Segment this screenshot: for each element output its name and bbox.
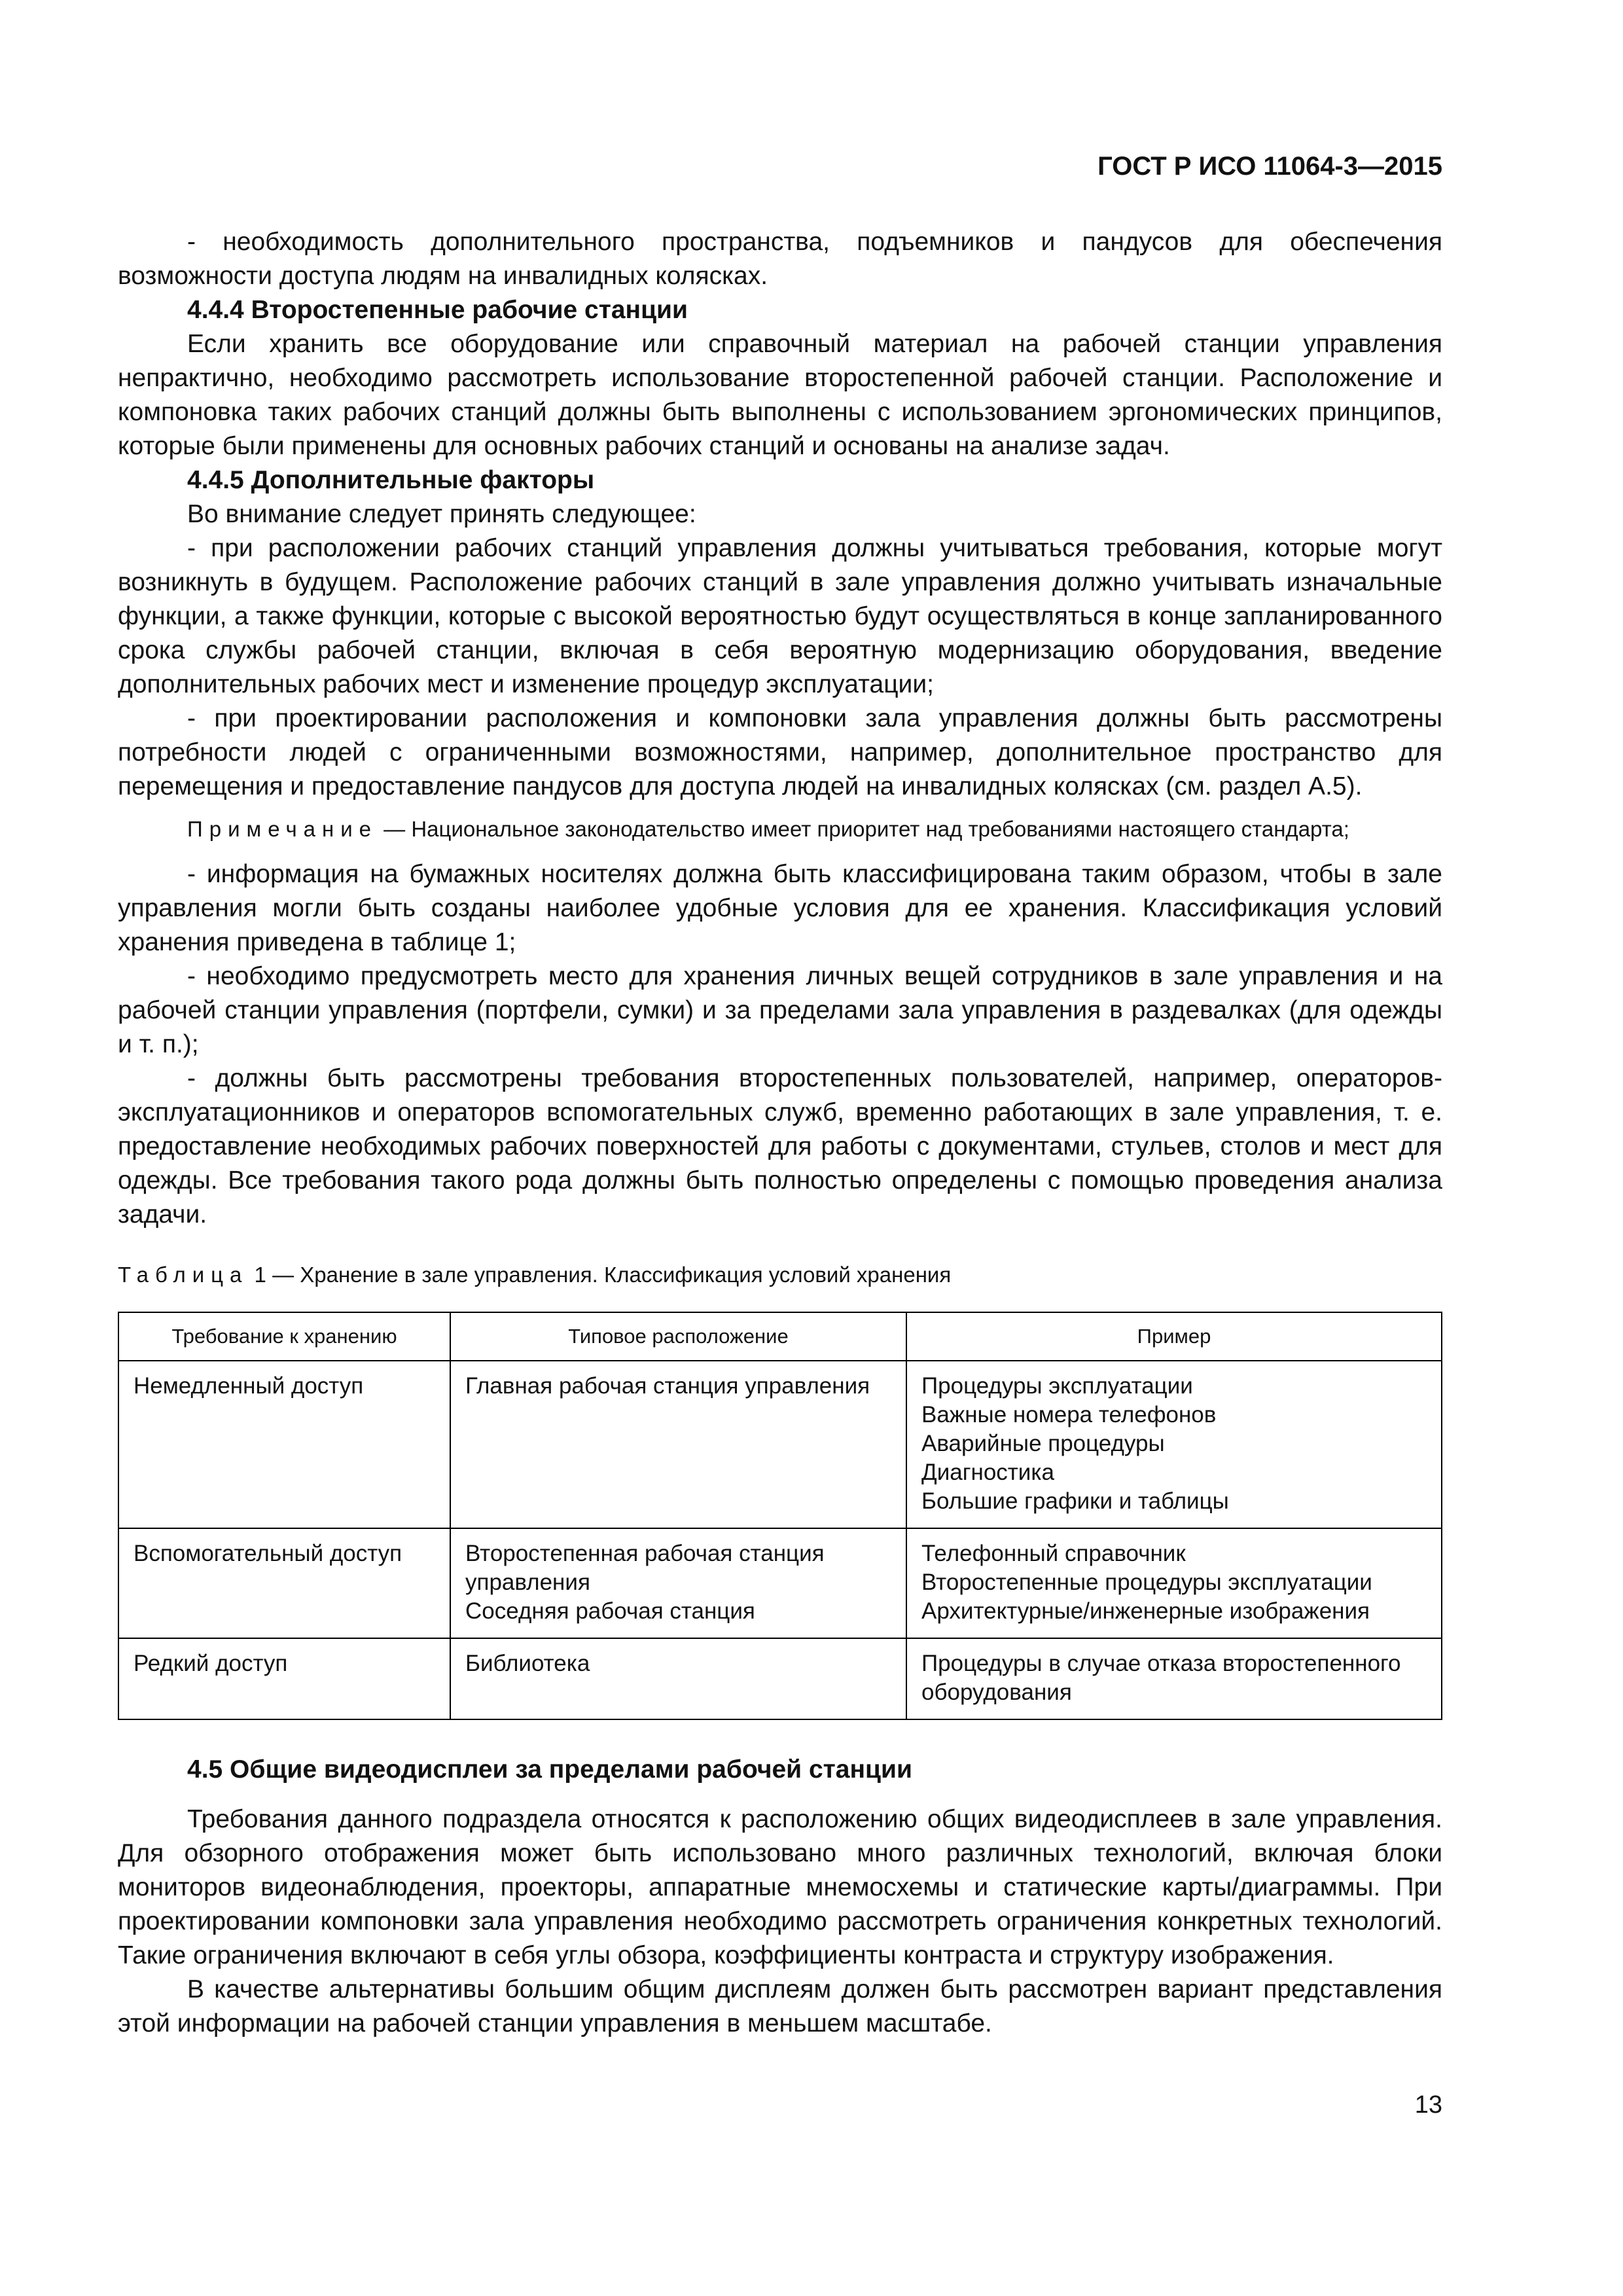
main-content <box>118 225 1442 2041</box>
cell-line: Телефонный справочник <box>921 1541 1186 1566</box>
note <box>118 814 1442 844</box>
table-cell-requirement: Немедленный доступ <box>118 1361 450 1528</box>
paragraph: - информация на бумажных носителях должна быть классифицирована таким образом, чтобы в зале управления могли быть созданы наиболее удобные условия для ее хранения. Классификация условий хранения приведена в таблице 1; <box>118 860 1442 956</box>
table-header-cell: Типовое расположение <box>450 1312 906 1361</box>
cell-line: Второстепенная рабочая станция управления <box>465 1541 825 1595</box>
table-cell-location <box>450 1638 906 1719</box>
table-header-cell: Пример <box>906 1312 1442 1361</box>
paragraph: - при расположении рабочих станций управления должны учитываться требования, которые могут возникнуть в будущем. Расположение рабочих станций в зале управления должно учитывать изначальные функции, а также функции, которые с высокой вероятностью будут осуществляться в конце запланированного срока службы рабочей станции, включая в себя вероятную модернизацию оборудования, введение дополнительных рабочих мест и изменение процедур эксплуатации; <box>118 534 1442 698</box>
section-heading-4-5: 4.5 Общие видеодисплеи за пределами рабочей станции <box>187 1755 912 1784</box>
table-cell-requirement: Редкий доступ <box>118 1638 450 1719</box>
table-cell-example <box>906 1361 1442 1528</box>
cell-line: Библиотека <box>465 1651 590 1676</box>
paragraph: - должны быть рассмотрены требования второстепенных пользователей, например, операторов-эксплуатационников и операторов вспомогательных служб, временно работающих в зале управления, т. е. предоставление необходимых рабочих поверхностей для работы с документами, стульев, столов и мест для одежды. Все требования такого рода должны быть полностью определены с помощью проведения анализа задачи. <box>118 1064 1442 1229</box>
table-caption-text: 1 — Хранение в зале управления. Классификация условий хранения <box>248 1263 952 1287</box>
cell-line: Процедуры эксплуатации <box>921 1373 1193 1399</box>
cell-line: Второстепенные процедуры эксплуатации <box>921 1570 1372 1595</box>
table-cell-example <box>906 1528 1442 1638</box>
paragraph: - необходимо предусмотреть место для хранения личных вещей сотрудников в зале управления и на рабочей станции управления (портфели, сумки) и за пределами зала управления в раздевалках (для одежды и т. п.); <box>118 962 1442 1058</box>
table-cell-requirement: Вспомогательный доступ <box>118 1528 450 1638</box>
cell-line: Соседняя рабочая станция <box>465 1598 755 1624</box>
table-header-row <box>118 1312 1442 1361</box>
table-row <box>118 1638 1442 1719</box>
paragraph: Во внимание следует принять следующее: <box>187 500 696 528</box>
note-text: — Национальное законодательство имеет приоритет над требованиями настоящего стандарта; <box>378 817 1349 841</box>
document-code-header: ГОСТ Р ИСО 11064-3—2015 <box>1097 152 1442 181</box>
cell-line: Процедуры в случае отказа второстепенного оборудования <box>921 1651 1401 1705</box>
note-label: Примечание <box>187 817 378 841</box>
table-cell-example <box>906 1638 1442 1719</box>
page-number: 13 <box>1414 2091 1442 2119</box>
cell-line: Диагностика <box>921 1460 1054 1485</box>
table-row <box>118 1528 1442 1638</box>
cell-line: Важные номера телефонов <box>921 1402 1217 1427</box>
subsection-heading-4-4-4: 4.4.4 Второстепенные рабочие станции <box>187 296 688 324</box>
table-row <box>118 1361 1442 1528</box>
paragraph: Требования данного подраздела относятся к расположению общих видеодисплеев в зале управления. Для обзорного отображения может быть использовано много различных технологий, включая блоки мониторов видеонаблюдения, проекторы, аппаратные мнемосхемы и статические карты/диаграммы. При проектировании компоновки зала управления необходимо рассмотреть ограничения конкретных технологий. Такие ограничения включают в себя углы обзора, коэффициенты контраста и структуру изображения. <box>118 1805 1442 1969</box>
cell-line: Главная рабочая станция управления <box>465 1373 870 1399</box>
table-cell-location <box>450 1528 906 1638</box>
table-header-cell: Требование к хранению <box>118 1312 450 1361</box>
cell-line: Большие графики и таблицы <box>921 1488 1229 1514</box>
table-cell-location <box>450 1361 906 1528</box>
paragraph: В качестве альтернативы большим общим дисплеям должен быть рассмотрен вариант представления этой информации на рабочей станции управления в меньшем масштабе. <box>118 1975 1442 2037</box>
paragraph: - при проектировании расположения и компоновки зала управления должны быть рассмотрены потребности людей с ограниченными возможностями, например, дополнительное пространство для перемещения и предоставление пандусов для доступа людей на инвалидных колясках (см. раздел А.5). <box>118 704 1442 800</box>
storage-table <box>118 1312 1442 1720</box>
table-caption-label: Таблица <box>118 1263 249 1287</box>
subsection-heading-4-4-5: 4.4.5 Дополнительные факторы <box>187 466 595 494</box>
paragraph: Если хранить все оборудование или справочный материал на рабочей станции управления непрактично, необходимо рассмотреть использование второстепенной рабочей станции. Расположение и компоновка таких рабочих станций должны быть выполнены с использованием эргономических принципов, которые были применены для основных рабочих станций и основаны на анализе задач. <box>118 330 1442 460</box>
cell-line: Аварийные процедуры <box>921 1431 1165 1456</box>
cell-line: Архитектурные/инженерные изображения <box>921 1598 1370 1624</box>
table-caption <box>118 1258 1442 1292</box>
paragraph: - необходимость дополнительного пространства, подъемников и пандусов для обеспечения возможности доступа людям на инвалидных колясках. <box>118 228 1442 290</box>
